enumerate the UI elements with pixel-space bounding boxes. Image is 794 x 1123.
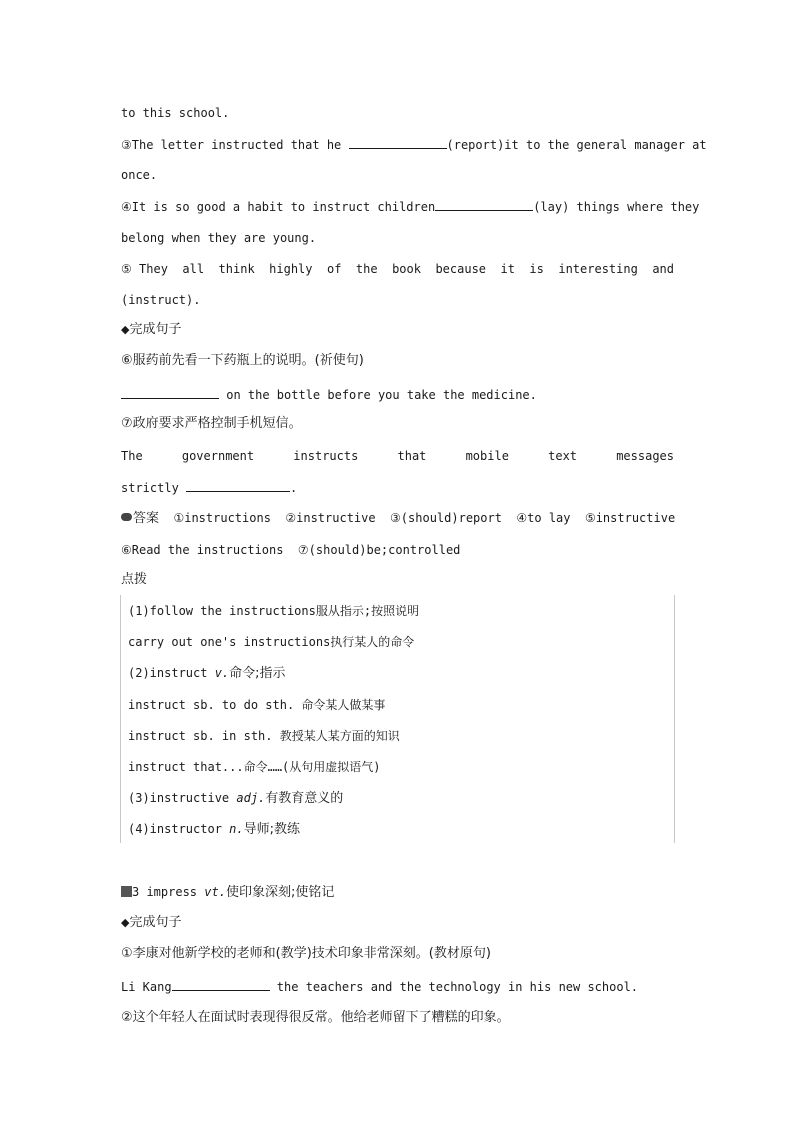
text-segment: (lay) things where they bbox=[533, 200, 700, 214]
part-of-speech: v. bbox=[214, 666, 230, 680]
question-6 bbox=[121, 386, 537, 403]
part-of-speech: adj. bbox=[236, 791, 266, 805]
text-segment: 使印象深刻;使铭记 bbox=[225, 885, 335, 900]
part-of-speech: n. bbox=[229, 822, 244, 836]
text-segment: 命令;指示 bbox=[229, 666, 286, 681]
answer-blank[interactable] bbox=[186, 479, 290, 492]
tip-line bbox=[128, 821, 300, 838]
answer-label: 答案 bbox=[133, 511, 160, 526]
section-3-heading bbox=[121, 884, 334, 901]
answer-line: ⑥Read the instructions ⑦(should)be;controlled bbox=[121, 543, 461, 557]
text-segment: instruct sb. in sth. 教授某人某方面的知识 bbox=[128, 729, 400, 743]
tip-line bbox=[128, 790, 343, 807]
question-4 bbox=[121, 198, 699, 215]
answer-icon bbox=[121, 513, 132, 521]
text-segment: (1)follow the instructions服从指示;按照说明 bbox=[128, 604, 420, 618]
question-1 bbox=[121, 978, 638, 995]
answer-blank[interactable] bbox=[349, 136, 447, 149]
text-segment: 导师;教练 bbox=[243, 822, 300, 837]
answer-blank[interactable] bbox=[121, 386, 219, 399]
text-segment: ④It is so good a habit to instruct children bbox=[121, 200, 436, 214]
text-segment: ①instructions ②instructive ③(should)report ④to lay ⑤instructive bbox=[159, 511, 676, 525]
text-line: (instruct). bbox=[121, 293, 201, 307]
diamond-icon: ◆ bbox=[121, 916, 130, 929]
square-icon bbox=[121, 886, 132, 897]
text-segment: instruct sb. to do sth. 命令某人做某事 bbox=[128, 698, 386, 712]
text-line: belong when they are young. bbox=[121, 231, 317, 245]
text-segment: ③The letter instructed that he bbox=[121, 138, 349, 152]
tip-line bbox=[128, 665, 286, 682]
answer-blank[interactable] bbox=[435, 198, 533, 211]
question-3 bbox=[121, 136, 707, 153]
text-segment: the teachers and the technology in his new school. bbox=[269, 980, 639, 994]
answer-blank[interactable] bbox=[172, 978, 270, 991]
text-segment: . bbox=[290, 481, 298, 495]
answer-line bbox=[121, 510, 675, 527]
text-segment: (3)instructive bbox=[128, 791, 237, 805]
tip-line bbox=[128, 603, 419, 619]
text-segment: 完成句子 bbox=[129, 322, 182, 337]
question-5: ⑤They all think highly of the book because it is interesting and bbox=[121, 262, 674, 276]
diamond-icon: ◆ bbox=[121, 323, 130, 336]
text-segment: 完成句子 bbox=[129, 915, 182, 930]
text-segment: instruct that...命令……(从句用虚拟语气) bbox=[128, 760, 381, 774]
tip-line bbox=[128, 697, 385, 713]
tip-line bbox=[128, 634, 414, 650]
text-segment: carry out one's instructions执行某人的命令 bbox=[128, 635, 415, 649]
section-heading bbox=[121, 322, 181, 338]
text-segment: strictly bbox=[121, 481, 187, 495]
text-line: once. bbox=[121, 168, 158, 182]
text-segment: 有教育意义的 bbox=[265, 791, 344, 806]
text-segment: (report)it to the general manager at bbox=[446, 138, 707, 152]
tips-heading: 点拨 bbox=[121, 572, 148, 587]
text-segment: on the bottle before you take the medicine. bbox=[219, 388, 537, 402]
text-segment: (4)instructor bbox=[128, 822, 230, 836]
question-6-prompt: ⑥服药前先看一下药瓶上的说明。(祈使句) bbox=[121, 353, 364, 368]
tips-box bbox=[120, 595, 675, 843]
question-2-prompt: ②这个年轻人在面试时表现得很反常。他给老师留下了糟糕的印象。 bbox=[121, 1010, 510, 1025]
question-7-prompt: ⑦政府要求严格控制手机短信。 bbox=[121, 416, 302, 431]
text-segment: (2)instruct bbox=[128, 666, 215, 680]
text-line: to this school. bbox=[121, 106, 230, 120]
part-of-speech: vt. bbox=[204, 885, 226, 899]
tip-line bbox=[128, 728, 400, 744]
question-1-prompt: ①李康对他新学校的老师和(教学)技术印象非常深刻。(教材原句) bbox=[121, 946, 491, 961]
text-segment: 3 impress bbox=[132, 885, 205, 899]
question-7: The government instructs that mobile text messages bbox=[121, 449, 674, 463]
text-segment: Li Kang bbox=[121, 980, 172, 994]
section-heading bbox=[121, 915, 181, 931]
tip-line bbox=[128, 759, 381, 775]
question-7-end bbox=[121, 479, 297, 496]
